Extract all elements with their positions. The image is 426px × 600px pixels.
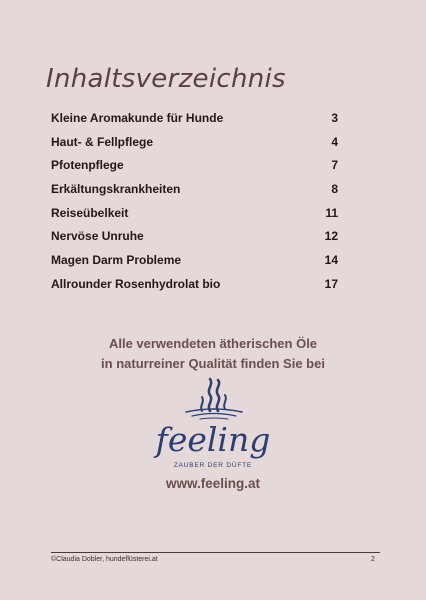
toc-entry-label: Allrounder Rosenhydrolat bio xyxy=(51,276,221,291)
toc-entry-page: 11 xyxy=(325,205,338,220)
vapor-bowl-icon xyxy=(186,379,242,419)
toc-entry-label: Magen Darm Probleme xyxy=(51,253,182,268)
footer-divider xyxy=(51,552,380,553)
toc-entry-page: 8 xyxy=(331,182,338,197)
toc-entry[interactable] xyxy=(51,111,338,135)
feeling-logo[interactable] xyxy=(140,375,286,470)
table-of-contents xyxy=(51,111,338,301)
toc-entry-page: 7 xyxy=(331,158,338,173)
toc-entry-page: 4 xyxy=(331,134,338,149)
toc-entry-label: Reiseübelkeit xyxy=(51,205,129,220)
toc-entry[interactable] xyxy=(51,158,338,182)
promo-line-1: Alle verwendeten ätherischen Öle xyxy=(108,336,318,351)
page-number: 2 xyxy=(371,556,375,563)
toc-entry[interactable] xyxy=(51,277,338,301)
toc-entry-label: Nervöse Unruhe xyxy=(51,229,144,244)
toc-entry-label: Kleine Aromakunde für Hunde xyxy=(51,111,224,125)
toc-entry[interactable] xyxy=(51,135,338,159)
logo-tagline: ZAUBER DER DÜFTE xyxy=(173,462,253,469)
logo-wordmark: feeling xyxy=(155,420,271,459)
toc-entry[interactable] xyxy=(51,182,338,206)
toc-entry[interactable] xyxy=(51,229,338,253)
website-link[interactable]: www.feeling.at xyxy=(165,476,260,491)
promo-text xyxy=(0,334,426,374)
promo-line-2: in naturreiner Qualität finden Sie bei xyxy=(101,356,325,371)
toc-entry[interactable] xyxy=(51,206,338,230)
toc-entry-label: Pfotenpflege xyxy=(51,158,124,173)
toc-entry-page: 3 xyxy=(331,111,338,125)
toc-entry-page: 17 xyxy=(324,276,338,291)
toc-entry-page: 14 xyxy=(324,253,338,268)
footer-copyright: ©Claudia Dobler, hundeflüsterei.at xyxy=(51,556,158,563)
toc-entry-page: 12 xyxy=(324,229,338,244)
page-title: Inhaltsverzeichnis xyxy=(46,64,286,94)
toc-entry[interactable] xyxy=(51,253,338,277)
toc-entry-label: Erkältungskrankheiten xyxy=(51,182,181,197)
toc-entry-label: Haut- & Fellpflege xyxy=(51,134,154,149)
